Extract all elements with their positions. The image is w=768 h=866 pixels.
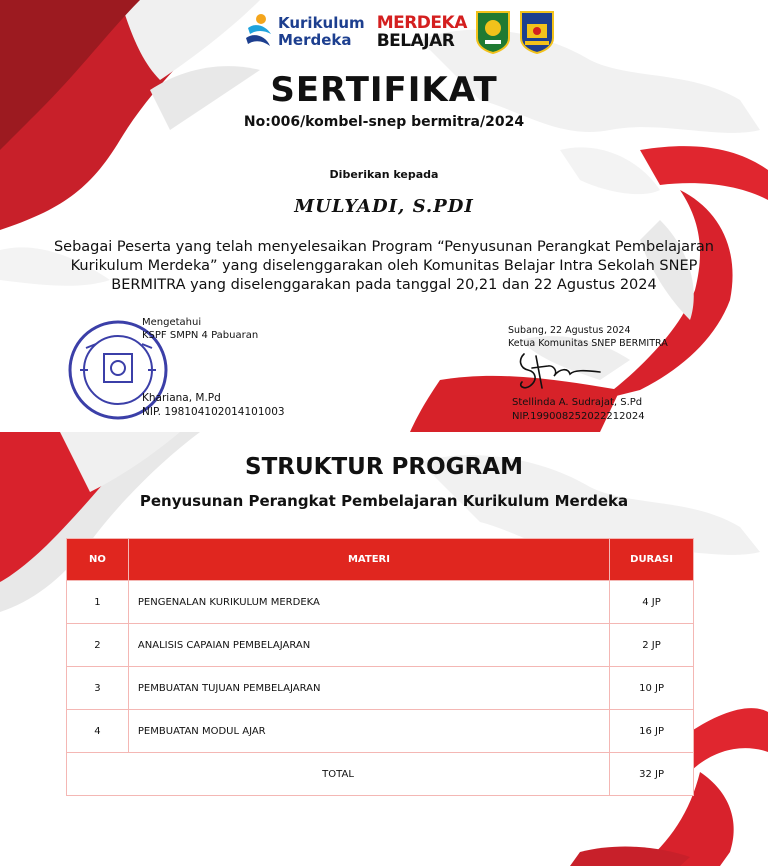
signatory-right-nip: NIP.199008252022212024 bbox=[512, 411, 645, 422]
certificate-page bbox=[0, 0, 768, 432]
description-line-2: Kurikulum Merdeka” yang diselenggarakan oleh Komunitas Belajar Intra Sekolah SNEP bbox=[70, 258, 698, 274]
program-subtitle: Penyusunan Perangkat Pembelajaran Kurikulum Merdeka bbox=[139, 492, 629, 510]
signatory-left-role: KSPF SMPN 4 Pabuaran bbox=[142, 330, 259, 341]
signatory-right-place-date: Subang, 22 Agustus 2024 bbox=[508, 325, 631, 336]
kurikulum-text: Kurikulum bbox=[278, 14, 365, 32]
cell-no: 4 bbox=[67, 710, 129, 753]
header-durasi: DURASI bbox=[610, 539, 694, 581]
cell-durasi: 16 JP bbox=[610, 710, 694, 753]
certificate-title: SERTIFIKAT bbox=[270, 70, 498, 110]
merdeka-belajar-line1: MERDEKA bbox=[376, 13, 467, 33]
cell-materi: ANALISIS CAPAIAN PEMBELAJARAN bbox=[128, 624, 609, 667]
regency-emblem-icon bbox=[475, 10, 511, 54]
table-row bbox=[67, 581, 694, 624]
program-title: STRUKTUR PROGRAM bbox=[245, 454, 523, 480]
signatory-left-name: Khariana, M.Pd bbox=[142, 392, 221, 404]
merdeka-belajar-logo bbox=[377, 14, 467, 50]
signatory-left bbox=[142, 316, 362, 418]
description-line-3: BERMITRA yang diselenggarakan pada tanggal 20,21 dan 22 Agustus 2024 bbox=[111, 277, 657, 293]
total-label: TOTAL bbox=[67, 753, 610, 796]
signatory-left-nip: NIP. 198104102014101003 bbox=[142, 406, 285, 418]
signatory-right-role: Ketua Komunitas SNEP BERMITRA bbox=[508, 338, 668, 349]
cell-no: 2 bbox=[67, 624, 129, 667]
table-total-row bbox=[67, 753, 694, 796]
cell-materi: PENGENALAN KURIKULUM MERDEKA bbox=[128, 581, 609, 624]
signatory-right bbox=[508, 324, 748, 422]
kurikulum-merdeka-icon bbox=[244, 12, 274, 52]
header-no: NO bbox=[67, 539, 129, 581]
total-value: 32 JP bbox=[610, 753, 694, 796]
logo-bar bbox=[244, 8, 555, 56]
program-table bbox=[66, 538, 694, 796]
recipient-name: MULYADI, S.PDI bbox=[294, 196, 474, 217]
cell-materi: PEMBUATAN TUJUAN PEMBELAJARAN bbox=[128, 667, 609, 710]
header-materi: MATERI bbox=[128, 539, 609, 581]
table-row bbox=[67, 624, 694, 667]
table-row bbox=[67, 667, 694, 710]
merdeka-belajar-line2: BELAJAR bbox=[376, 31, 455, 51]
signatory-left-label: Mengetahui bbox=[142, 317, 202, 328]
merdeka-text: Merdeka bbox=[278, 31, 352, 49]
cell-materi: PEMBUATAN MODUL AJAR bbox=[128, 710, 609, 753]
certificate-description bbox=[4, 238, 764, 295]
cell-durasi: 10 JP bbox=[610, 667, 694, 710]
table-row bbox=[67, 710, 694, 753]
cell-no: 3 bbox=[67, 667, 129, 710]
cell-durasi: 4 JP bbox=[610, 581, 694, 624]
certificate-number: No:006/kombel-snep bermitra/2024 bbox=[243, 114, 525, 130]
program-page bbox=[0, 432, 768, 866]
description-line-1: Sebagai Peserta yang telah menyelesaikan Program “Penyusunan Perangkat Pembelajaran bbox=[53, 239, 715, 255]
kurikulum-merdeka-logo bbox=[244, 12, 365, 52]
cell-no: 1 bbox=[67, 581, 129, 624]
table-header-row bbox=[67, 539, 694, 581]
school-emblem-icon bbox=[519, 10, 555, 54]
cell-durasi: 2 JP bbox=[610, 624, 694, 667]
signature-icon bbox=[514, 346, 604, 396]
given-to-label: Diberikan kepada bbox=[329, 168, 439, 181]
signatory-right-name: Stellinda A. Sudrajat, S.Pd bbox=[512, 397, 643, 408]
